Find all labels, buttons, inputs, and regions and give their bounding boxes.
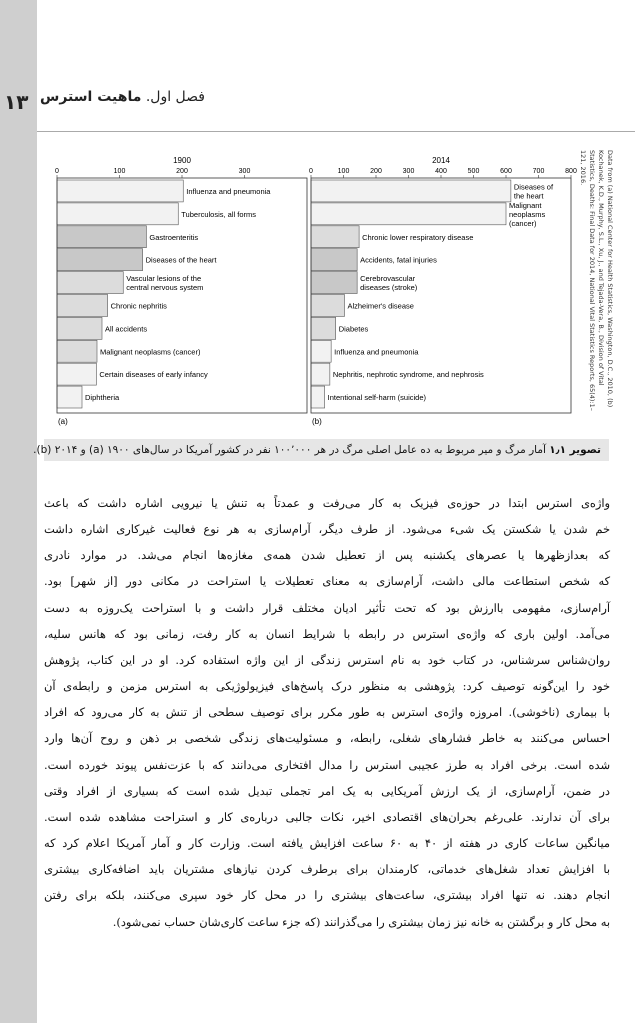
x-tick-label: 300 <box>402 168 415 175</box>
body-line: می‌آمد. اولین باری که واژه‌ی استرس در رابطه با شرایط انسان به کار رفت، زمانی بود که هانس سلیه، <box>44 626 610 641</box>
body-line: انجام دهند. نه تنها افراد بیشتری، ساعت‌های بیشتری را در محل کار خود سپری می‌کنند، بلکه برای رفتن <box>44 888 610 903</box>
x-tick-label: 100 <box>337 168 350 175</box>
bar <box>57 363 96 385</box>
body-line: روان‌شناس سرشناس، در کتاب خود به نام استرس زندگی از این واژه استفاده کرد. او در این کتاب، پژوهش <box>44 652 610 667</box>
figure-caption <box>33 439 609 461</box>
bar-label: Certain diseases of early infancy <box>99 370 208 380</box>
chart-svg <box>50 148 578 433</box>
body-line: احساس می‌کنند به خاطر فشارهای شغلی، رابطه، و مسئولیت‌های زندگی شخصی بر ذهن و روح آن‌ها وارد <box>44 731 610 746</box>
bar-label: Malignant <box>509 200 542 210</box>
body-line: در ضمن، آرام‌سازی، از یک ارزش آمریکایی به یک امر تجملی تبدیل شده است که بسیاری از افراد وقتی <box>44 783 610 798</box>
body-line: که شخص استطاعت مالی داشت، آرام‌سازی به معنای تعطیلات یا استراحت در مکانی دور [از شهر] بود. <box>44 574 610 589</box>
bar <box>57 295 108 317</box>
body-line: آرام‌سازی، مفهومی باارزش بود که تحت تأثیر ادیان مختلف قرار داشت و با استراحت یک‌روزه به دست <box>44 600 610 615</box>
bar-label: Intentional self-harm (suicide) <box>327 393 427 403</box>
bar <box>311 363 330 385</box>
bar-label: Influenza and pneumonia <box>186 186 271 196</box>
bar-label: Diseases of the heart <box>145 255 217 265</box>
bar <box>311 180 511 202</box>
x-tick-label: 300 <box>238 168 251 175</box>
bar-label: Alzheimer's disease <box>347 301 414 311</box>
bar-label: Vascular lesions of the <box>126 274 202 284</box>
body-line: شده است. برخی افراد به طرز عجیبی استرس را مدال افتخاری می‌دانند که با عزت‌نفس پیوند خورده است. <box>44 757 610 772</box>
chart-title: 1900 <box>173 156 191 165</box>
bar-label: Diabetes <box>338 324 369 334</box>
chart-title: 2014 <box>432 156 450 165</box>
body-line: خم شدن یا شکستن یک شیء می‌شود. از طرف دیگر، آرام‌سازی به هر نوع فعالیت غیرکاری اشاره داشت <box>44 522 610 537</box>
x-tick-label: 0 <box>55 168 59 175</box>
bar-label: Chronic lower respiratory disease <box>362 232 474 242</box>
bar-label: Cerebrovascular <box>360 274 416 284</box>
body-line: خود را این‌گونه توصیف کرد: پژوهشی به منظور درک پاسخ‌های فیزیولوژیکی به استرس مزمن و رابطه‌ی آن <box>44 679 610 694</box>
x-tick-label: 400 <box>435 168 447 175</box>
body-line: با افزایش تعداد شغل‌های خدماتی، کارمندان برای برطرف کردن نیازهای مشتریان باید اضافه‌کاری بیشتری <box>44 862 610 877</box>
x-tick-label: 200 <box>370 168 382 175</box>
bar-label: Accidents, fatal injuries <box>360 255 437 265</box>
body-line: که بعدازظهرها یا عصرهای یکشنبه پس از تعطیل شدن همه‌ی مغازه‌ها انجام می‌شد. در موارد نادری <box>44 548 610 563</box>
bar-label: Tuberculosis, all forms <box>181 209 256 219</box>
bar <box>57 180 183 202</box>
bar <box>57 203 178 225</box>
header-rule <box>37 131 635 132</box>
panel-label: (a) <box>58 417 68 426</box>
bar-label: diseases (stroke) <box>360 283 418 293</box>
body-text <box>44 490 610 935</box>
bar-label: Gastroenteritis <box>149 232 199 242</box>
panel-label: (b) <box>312 417 322 426</box>
bar <box>311 340 331 362</box>
body-line: به محل کار و برگشتن به خانه نیز زمان بیشتری را می‌گذرانند (که جزء ساعت کاری‌شان حساب نمی‌شود). <box>112 914 610 929</box>
bar-label: Diseases of <box>513 182 554 192</box>
x-tick-label: 500 <box>467 168 480 175</box>
caption-text: آمار مرگ و میر مربوط به ده عامل اصلی مرگ در هر ۱۰۰٬۰۰۰ نفر در کشور آمریکا در سال‌های ۱۹۰۰ (a) و ۲۰۱۴ (b). <box>33 444 546 456</box>
bar <box>57 317 102 339</box>
bar <box>311 317 336 339</box>
chapter-label: فصل اول. <box>145 89 205 105</box>
bar-label: All accidents <box>105 324 148 334</box>
bar <box>57 340 97 362</box>
bar <box>311 203 506 225</box>
chapter-name: ماهیت استرس <box>40 89 142 105</box>
bar-label: neoplasms <box>509 209 546 219</box>
page-number: ۱۳ <box>4 90 29 114</box>
bar <box>311 386 325 408</box>
bar-label: the heart <box>513 191 544 201</box>
x-tick-label: 0 <box>309 168 313 175</box>
x-tick-label: 600 <box>500 168 512 175</box>
bar <box>311 249 357 271</box>
caption-label: تصویر ۱٫۱ <box>549 444 601 456</box>
bar-label: Diphtheria <box>85 393 120 403</box>
bar-label: Malignant neoplasms (cancer) <box>100 347 201 357</box>
bar <box>311 226 359 248</box>
x-tick-label: 100 <box>113 168 126 175</box>
bar <box>311 295 344 317</box>
figure-source-note: Data from (a) National Center for Health Statistics, Washington, D.C., 2010, (b) Kochanek, K.D., Murphy, S.L., Xu, J., and Tejada-Vera, B., Division of Vital Statistics, Deaths: Final Data for 2014, National Vital Statistics Reports, 65(4):1–121, 2016. <box>579 150 614 412</box>
bar-label: central nervous system <box>126 283 204 293</box>
bar <box>311 272 357 294</box>
x-tick-label: 200 <box>176 168 188 175</box>
x-tick-label: 800 <box>565 168 577 175</box>
bar-label: Nephritis, nephrotic syndrome, and nephrosis <box>332 370 484 380</box>
bar <box>57 249 143 271</box>
body-line: واژه‌ی استرس ابتدا در حوزه‌ی فیزیک به کار می‌رفت و عمدتاً به تنش یا نیرویی اشاره داشت که باعث <box>44 496 610 510</box>
figure-chart <box>50 148 578 433</box>
bar-label: Chronic nephritis <box>110 301 167 311</box>
body-line: با بیماری (ناخوشی). امروزه واژه‌ی استرس به طور مکرر برای توصیف سطحی از تنش به کار می‌رود که افراد <box>44 705 610 720</box>
bar <box>57 226 146 248</box>
bar-label: (cancer) <box>509 218 537 228</box>
bar-label: Influenza and pneumonia <box>334 347 419 357</box>
margin-strip <box>0 0 37 1023</box>
body-line: برای آن ندارند. علی‌رغم بحران‌های اقتصادی اخیر، نکات جالبی درباره‌ی کار و استراحت مشاهده شده است. <box>44 809 610 824</box>
bar <box>57 272 123 294</box>
bar <box>57 386 82 408</box>
x-tick-label: 700 <box>532 168 545 175</box>
body-line: میانگین ساعات کاری در هفته از ۴۰ به ۶۰ ساعت افزایش یافته است. وزارت کار و آمار آمریکا اعلام کرد که <box>44 836 611 851</box>
chapter-title <box>40 89 205 105</box>
